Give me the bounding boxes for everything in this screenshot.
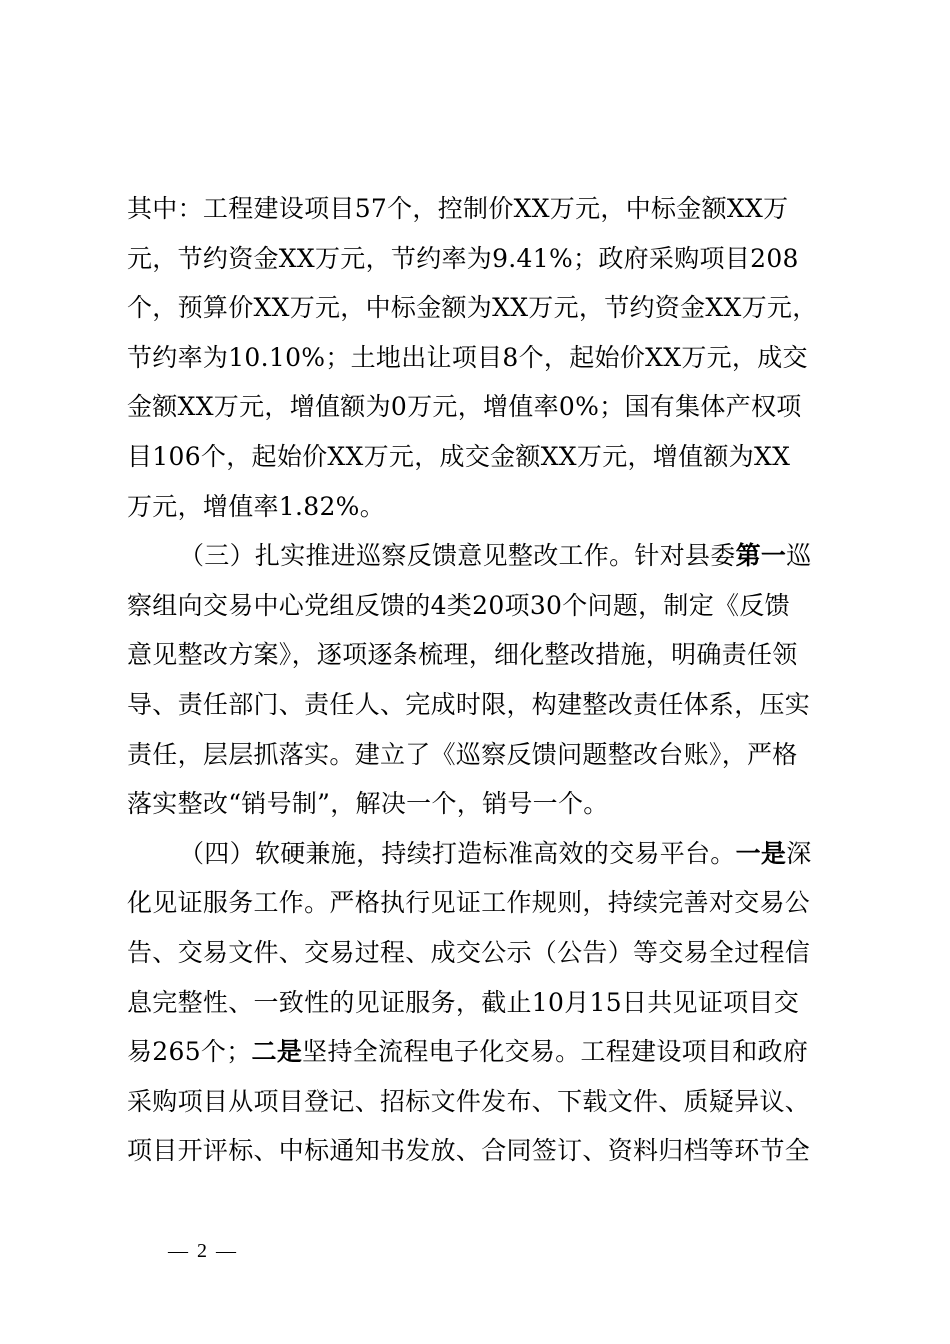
paragraph-line: 察组向交易中心党组反馈的4类20项30个问题，制定《反馈 — [127, 590, 790, 620]
paragraph-line — [127, 1027, 839, 1077]
section-3-first-line — [127, 531, 839, 581]
page-number: — 2 — — [168, 1240, 238, 1262]
emphasis-text: 一是 — [735, 838, 787, 868]
paragraph-line: 其中：工程建设项目57个，控制价XX万元，中标金额XX万 — [127, 194, 789, 223]
paragraph-line: 化见证服务工作。严格执行见证工作规则，持续完善对交易公 — [127, 888, 811, 918]
paragraph-line: 个，预算价XX万元，中标金额为XX万元，节约资金XX万元， — [127, 293, 818, 323]
body-text — [127, 184, 839, 1176]
paragraph-line: 息完整性、一致性的见证服务，截止10月15日共见证项目交 — [127, 987, 800, 1017]
section-3-heading: （三）扎实推进巡察反馈意见整改工作。 — [179, 541, 635, 571]
emphasis-text: 第一 — [735, 541, 787, 571]
text-run: 针对县委 — [634, 541, 736, 571]
paragraph-line: 意见整改方案》，逐项逐条梳理，细化整改措施，明确责任领 — [127, 640, 798, 670]
paragraph-line: 责任，层层抓落实。建立了《巡察反馈问题整改台账》，严格 — [127, 739, 798, 769]
section-4-heading: （四）软硬兼施，持续打造标准高效的交易平台。 — [179, 838, 736, 868]
text-run: 坚持全流程电子化交易。工程建设项目和政府 — [302, 1037, 809, 1067]
paragraph-line: 节约率为10.10%；土地出让项目8个，起始价XX万元，成交 — [127, 342, 808, 372]
paragraph-line: 告、交易文件、交易过程、成交公示（公告）等交易全过程信 — [127, 937, 811, 967]
paragraph-line: 导、责任部门、责任人、完成时限，构建整改责任体系，压实 — [127, 689, 811, 719]
paragraph-line: 金额XX万元，增值额为0万元，增值率0%；国有集体产权项 — [127, 392, 802, 422]
paragraph-line: 落实整改“销号制”，解决一个，销号一个。 — [127, 789, 609, 819]
text-run: 巡 — [786, 541, 812, 571]
text-run: 深 — [786, 838, 812, 868]
paragraph-line: 采购项目从项目登记、招标文件发布、下载文件、质疑异议、 — [127, 1086, 811, 1116]
text-run: 易265个； — [127, 1037, 252, 1067]
paragraph-line: 元，节约资金XX万元，节约率为9.41%；政府采购项目208 — [127, 243, 799, 273]
paragraph-line: 万元，增值率1.82%。 — [127, 491, 386, 521]
emphasis-text: 二是 — [251, 1037, 303, 1067]
paragraph-line: 目106个，起始价XX万元，成交金额XX万元，增值额为XX — [127, 441, 791, 471]
section-4-first-line — [127, 829, 839, 879]
paragraph-line: 项目开评标、中标通知书发放、合同签订、资料归档等环节全 — [127, 1136, 811, 1166]
